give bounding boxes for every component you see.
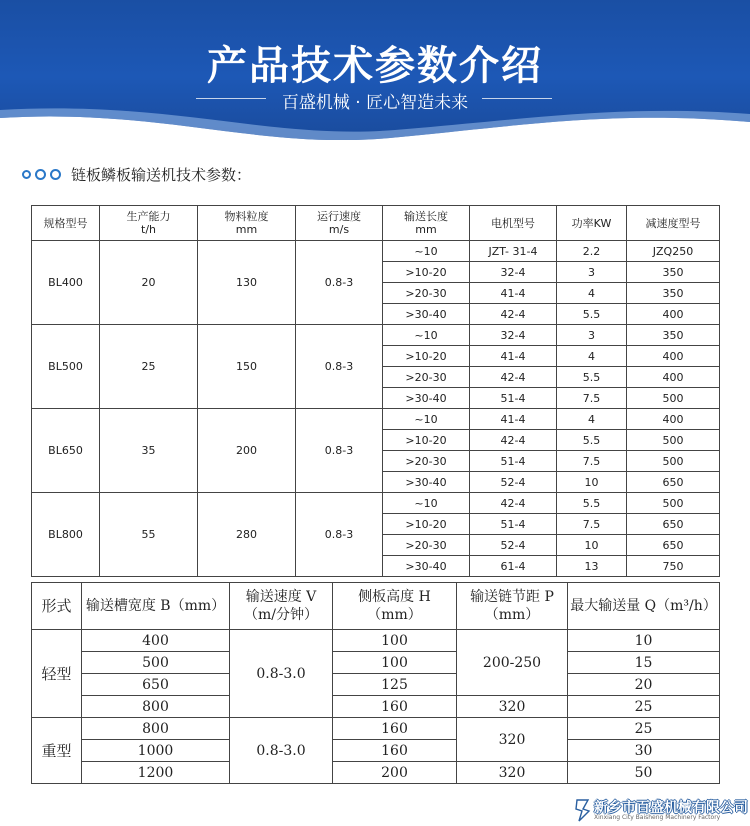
width-cell: 800 (82, 718, 230, 740)
capacity-cell: 25 (568, 718, 720, 740)
table-row (32, 762, 720, 784)
motor-cell: 41-4 (470, 409, 557, 430)
table-row (32, 493, 720, 514)
page-title: 产品技术参数介绍 (207, 43, 543, 89)
header-cell: 物料粒度 mm (198, 206, 296, 241)
capacity-cell: 50 (568, 762, 720, 784)
length-cell: >30-40 (383, 556, 470, 577)
bullet-dot-icon (22, 170, 31, 179)
header-cell: 生产能力 t/h (100, 206, 198, 241)
length-cell: ~10 (383, 241, 470, 262)
length-cell: ~10 (383, 493, 470, 514)
reducer-cell: 500 (627, 430, 720, 451)
header-cell: 侧板高度 H （mm） (333, 583, 457, 630)
page-subtitle: 百盛机械 · 匠心智造未来 (281, 93, 469, 113)
height-cell: 125 (333, 674, 457, 696)
width-cell: 1200 (82, 762, 230, 784)
header-cell: 电机型号 (470, 206, 557, 241)
capacity-cell: 55 (100, 493, 198, 577)
motor-cell: 32-4 (470, 262, 557, 283)
power-cell: 4 (557, 409, 627, 430)
header-cell: 输送槽宽度 B（mm） (82, 583, 230, 630)
reducer-cell: 500 (627, 388, 720, 409)
model-cell: BL500 (32, 325, 100, 409)
reducer-cell: 650 (627, 472, 720, 493)
capacity-cell: 20 (568, 674, 720, 696)
header-cell: 输送长度 mm (383, 206, 470, 241)
header-cell: 功率KW (557, 206, 627, 241)
header-cell: 减速度型号 (627, 206, 720, 241)
model-cell: BL650 (32, 409, 100, 493)
table-row (32, 740, 720, 762)
reducer-cell: 650 (627, 514, 720, 535)
length-cell: >20-30 (383, 451, 470, 472)
granularity-cell: 280 (198, 493, 296, 577)
power-cell: 4 (557, 283, 627, 304)
reducer-cell: 400 (627, 409, 720, 430)
power-cell: 5.5 (557, 304, 627, 325)
length-cell: >10-20 (383, 514, 470, 535)
pitch-cell: 200-250 (457, 630, 568, 696)
capacity-cell: 30 (568, 740, 720, 762)
width-cell: 500 (82, 652, 230, 674)
reducer-cell: 400 (627, 304, 720, 325)
length-cell: >10-20 (383, 262, 470, 283)
granularity-cell: 200 (198, 409, 296, 493)
power-cell: 10 (557, 535, 627, 556)
motor-cell: 42-4 (470, 304, 557, 325)
reducer-cell: 350 (627, 325, 720, 346)
form-cell: 轻型 (32, 630, 82, 718)
parameter-table-form (31, 582, 720, 784)
section-title: 链板鳞板输送机技术参数： (71, 165, 252, 184)
height-cell: 100 (333, 630, 457, 652)
company-english-name: Xinxiang City Baisheng Machinery Factory (594, 814, 721, 821)
motor-cell: 51-4 (470, 388, 557, 409)
power-cell: 10 (557, 472, 627, 493)
reducer-cell: 500 (627, 493, 720, 514)
table-row (32, 652, 720, 674)
height-cell: 160 (333, 718, 457, 740)
speed-cell: 0.8-3 (296, 325, 383, 409)
length-cell: ~10 (383, 409, 470, 430)
pitch-cell: 320 (457, 696, 568, 718)
height-cell: 100 (333, 652, 457, 674)
table-row (32, 630, 720, 652)
motor-cell: 51-4 (470, 514, 557, 535)
header-cell: 规格型号 (32, 206, 100, 241)
power-cell: 4 (557, 346, 627, 367)
width-cell: 800 (82, 696, 230, 718)
pitch-cell: 320 (457, 718, 568, 762)
length-cell: >10-20 (383, 430, 470, 451)
capacity-cell: 10 (568, 630, 720, 652)
header-cell: 输送链节距 P （mm） (457, 583, 568, 630)
power-cell: 7.5 (557, 514, 627, 535)
width-cell: 650 (82, 674, 230, 696)
speed-cell: 0.8-3 (296, 409, 383, 493)
power-cell: 13 (557, 556, 627, 577)
height-cell: 200 (333, 762, 457, 784)
capacity-cell: 25 (568, 696, 720, 718)
power-cell: 5.5 (557, 367, 627, 388)
power-cell: 5.5 (557, 493, 627, 514)
power-cell: 3 (557, 325, 627, 346)
motor-cell: 41-4 (470, 346, 557, 367)
section-heading (22, 162, 251, 186)
header-banner (0, 0, 750, 140)
header-cell: 形式 (32, 583, 82, 630)
capacity-cell: 25 (100, 325, 198, 409)
motor-cell: 52-4 (470, 535, 557, 556)
power-cell: 2.2 (557, 241, 627, 262)
motor-cell: 51-4 (470, 451, 557, 472)
capacity-cell: 15 (568, 652, 720, 674)
speed-cell: 0.8-3.0 (230, 718, 333, 784)
form-cell: 重型 (32, 718, 82, 784)
table-header-row (32, 583, 720, 630)
length-cell: >10-20 (383, 346, 470, 367)
table-row (32, 718, 720, 740)
speed-cell: 0.8-3 (296, 493, 383, 577)
motor-cell: 42-4 (470, 430, 557, 451)
reducer-cell: 350 (627, 283, 720, 304)
granularity-cell: 150 (198, 325, 296, 409)
company-watermark (574, 796, 750, 826)
height-cell: 160 (333, 696, 457, 718)
power-cell: 7.5 (557, 451, 627, 472)
table-row (32, 409, 720, 430)
header-cell: 运行速度 m/s (296, 206, 383, 241)
table-header-row (32, 206, 720, 241)
model-cell: BL800 (32, 493, 100, 577)
header-cell: 最大输送量 Q（m³/h） (568, 583, 720, 630)
capacity-cell: 35 (100, 409, 198, 493)
capacity-cell: 20 (100, 241, 198, 325)
length-cell: >20-30 (383, 283, 470, 304)
speed-cell: 0.8-3.0 (230, 630, 333, 718)
length-cell: >20-30 (383, 367, 470, 388)
reducer-cell: 350 (627, 262, 720, 283)
reducer-cell: JZQ250 (627, 241, 720, 262)
table-row (32, 674, 720, 696)
power-cell: 7.5 (557, 388, 627, 409)
company-name: 新乡市百盛机械有限公司 (594, 800, 748, 816)
model-cell: BL400 (32, 241, 100, 325)
length-cell: ~10 (383, 325, 470, 346)
motor-cell: 41-4 (470, 283, 557, 304)
company-logo-icon (574, 798, 592, 822)
height-cell: 160 (333, 740, 457, 762)
length-cell: >30-40 (383, 472, 470, 493)
motor-cell: 42-4 (470, 493, 557, 514)
motor-cell: 42-4 (470, 367, 557, 388)
table-row (32, 325, 720, 346)
motor-cell: 32-4 (470, 325, 557, 346)
table-body (32, 241, 720, 577)
table-row (32, 696, 720, 718)
reducer-cell: 500 (627, 451, 720, 472)
motor-cell: 52-4 (470, 472, 557, 493)
power-cell: 3 (557, 262, 627, 283)
length-cell: >30-40 (383, 388, 470, 409)
reducer-cell: 650 (627, 535, 720, 556)
parameter-table-bl (31, 205, 720, 577)
length-cell: >20-30 (383, 535, 470, 556)
header-cell: 输送速度 V （m/分钟） (230, 583, 333, 630)
reducer-cell: 400 (627, 346, 720, 367)
table-row (32, 241, 720, 262)
bullet-dot-icon (50, 169, 61, 180)
motor-cell: 61-4 (470, 556, 557, 577)
granularity-cell: 130 (198, 241, 296, 325)
speed-cell: 0.8-3 (296, 241, 383, 325)
pitch-cell: 320 (457, 762, 568, 784)
reducer-cell: 400 (627, 367, 720, 388)
width-cell: 400 (82, 630, 230, 652)
length-cell: >30-40 (383, 304, 470, 325)
motor-cell: JZT- 31-4 (470, 241, 557, 262)
power-cell: 5.5 (557, 430, 627, 451)
bullet-dot-icon (35, 169, 46, 180)
reducer-cell: 750 (627, 556, 720, 577)
width-cell: 1000 (82, 740, 230, 762)
